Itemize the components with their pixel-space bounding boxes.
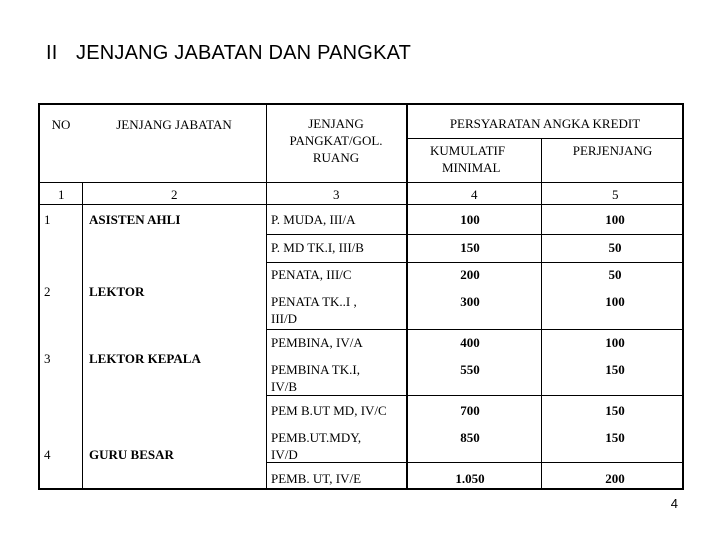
- group-jabatan: ASISTEN AHLI: [89, 212, 181, 227]
- header-pangkat-line2: PANGKAT/GOL.: [289, 133, 383, 148]
- perjenjang-cell: 200: [605, 471, 625, 486]
- kumulatif-cell: 550: [460, 362, 480, 377]
- page-title: [46, 42, 411, 65]
- group-no: 3: [44, 351, 51, 366]
- header-kumulatif-line2: MINIMAL: [442, 160, 501, 175]
- group-jabatan: GURU BESAR: [89, 447, 174, 462]
- kumulatif-cell: 100: [460, 212, 480, 227]
- kumulatif-cell: 300: [460, 294, 480, 309]
- col-number-4: 4: [471, 187, 478, 202]
- kumulatif-cell: 850: [460, 430, 480, 445]
- perjenjang-cell: 100: [605, 335, 625, 350]
- page-number: 4: [670, 496, 678, 511]
- section-number: II: [46, 42, 58, 64]
- col-number-2: 2: [171, 187, 178, 202]
- row-line: [266, 395, 682, 396]
- header-perjenjang: PERJENJANG: [572, 143, 653, 158]
- kumulatif-cell: 200: [460, 267, 480, 282]
- pangkat-cell-line2: IV/B: [271, 379, 297, 394]
- perjenjang-cell: 150: [605, 362, 625, 377]
- pangkat-cell: P. MUDA, III/A: [271, 212, 356, 227]
- pangkat-cell-line2: III/D: [271, 311, 297, 326]
- numbers-line: [40, 204, 682, 205]
- pangkat-cell: PEMB. UT, IV/E: [271, 471, 362, 486]
- row-line: [266, 462, 682, 463]
- row-line: [266, 262, 682, 263]
- col-number-3: 3: [333, 187, 340, 202]
- header-no: NO: [51, 117, 71, 132]
- pangkat-cell: PENATA TK..I ,: [271, 294, 357, 309]
- header-kumulatif-line1: KUMULATIF: [430, 143, 506, 158]
- perjenjang-cell: 100: [605, 294, 625, 309]
- pangkat-cell: PENATA, III/C: [271, 267, 352, 282]
- perjenjang-cell: 150: [605, 403, 625, 418]
- pangkat-cell: PEMB.UT.MDY,: [271, 430, 362, 445]
- pangkat-cell: P. MD TK.I, III/B: [271, 240, 364, 255]
- header-persyaratan: PERSYARATAN ANGKA KREDIT: [449, 116, 641, 131]
- group-no: 4: [44, 447, 51, 462]
- group-jabatan: LEKTOR KEPALA: [89, 351, 201, 366]
- col-number-5: 5: [612, 187, 619, 202]
- group-no: 2: [44, 284, 51, 299]
- kumulatif-cell: 1.050: [455, 471, 485, 486]
- header-pangkat-line1: JENJANG: [308, 116, 364, 131]
- col-divider-no: [82, 182, 83, 488]
- col-number-1: 1: [58, 187, 65, 202]
- perjenjang-cell: 100: [605, 212, 625, 227]
- row-line: [266, 329, 682, 330]
- header-pangkat-line3: RUANG: [312, 150, 360, 165]
- pangkat-cell-line2: IV/D: [271, 447, 298, 462]
- perjenjang-cell: 50: [608, 240, 622, 255]
- section-title: JENJANG JABATAN DAN PANGKAT: [76, 42, 412, 64]
- kumulatif-cell: 150: [460, 240, 480, 255]
- perjenjang-cell: 150: [605, 430, 625, 445]
- col-divider-kumulatif: [541, 138, 542, 488]
- pangkat-cell: PEM B.UT MD, IV/C: [271, 403, 387, 418]
- header-jabatan: JENJANG JABATAN: [116, 117, 232, 132]
- pangkat-cell: PEMBINA TK.I,: [271, 362, 360, 377]
- pangkat-cell: PEMBINA, IV/A: [271, 335, 363, 350]
- kumulatif-cell: 700: [460, 403, 480, 418]
- subheader-line: [406, 138, 682, 139]
- col-divider-pangkat: [406, 105, 408, 488]
- kumulatif-cell: 400: [460, 335, 480, 350]
- row-line: [266, 234, 682, 235]
- perjenjang-cell: 50: [608, 267, 622, 282]
- group-jabatan: LEKTOR: [89, 284, 145, 299]
- header-line: [40, 182, 682, 183]
- group-no: 1: [44, 212, 51, 227]
